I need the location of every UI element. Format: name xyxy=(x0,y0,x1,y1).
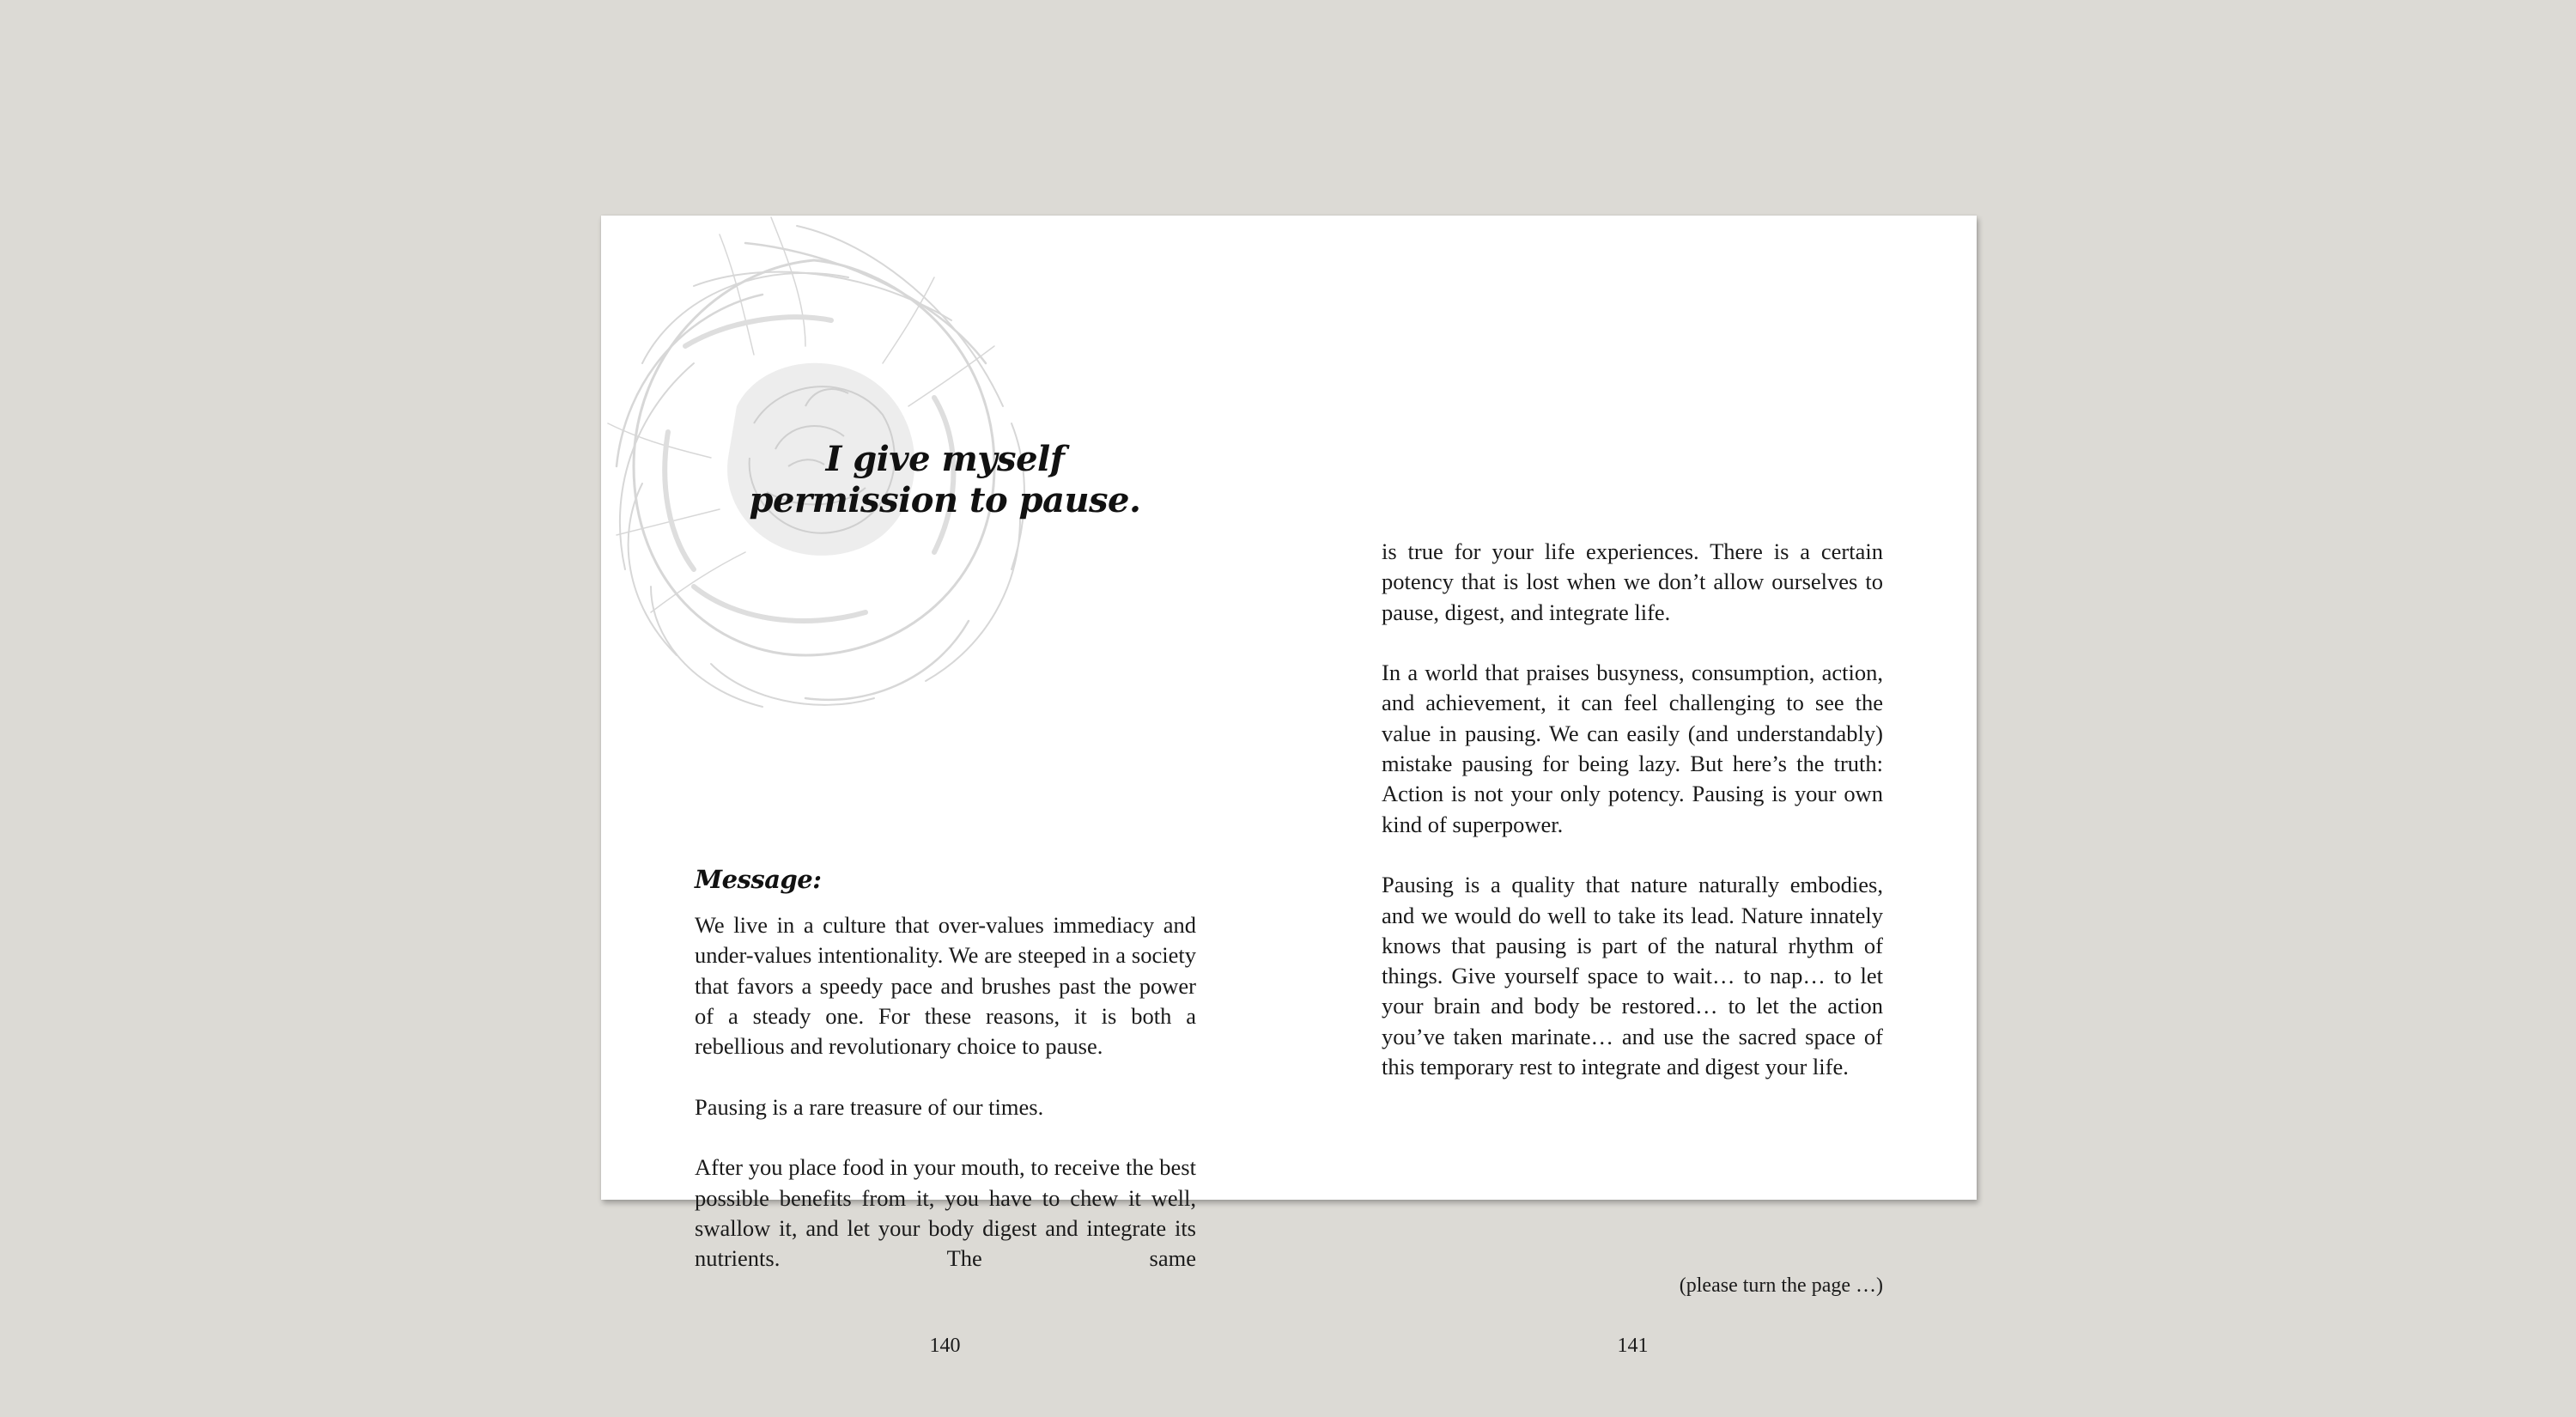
page-number-left: 140 xyxy=(929,1335,961,1357)
affirmation-title xyxy=(601,439,1289,521)
paragraph: is true for your life experiences. There is a certain potency that is lost when we don’t allow ourselves to pause, digest, and integrate life. xyxy=(1382,538,1883,625)
paragraph: In a world that praises busyness, consumption, action, and achievement, it can feel challenging to see the value in pausing. We can easily (and understandably) mistake pausing for being lazy. But here’s the truth: Action is not your only potency. Pausing is your own kind of superpower. xyxy=(1382,660,1883,837)
paragraph: Pausing is a quality that nature naturally embodies, and we would do well to take its lead. Nature innately knows that pausing is part of the natural rhythm of things. Give yourself space to wait… to nap… to let your brain and body be restored… to let the action you’ve taken marinate… and use the sacred space of this temporary rest to integrate and digest your life. xyxy=(1382,872,1883,1080)
right-body-text xyxy=(1382,537,1883,1082)
title-line-2: permission to pause. xyxy=(749,480,1141,520)
right-page xyxy=(1289,216,1977,1357)
paragraph: After you place food in your mouth, to receive the best possible benefits from it, you have to chew it well, swallow it, and let your body digest and integrate its nutrients. The same xyxy=(695,1154,1196,1272)
book-spread xyxy=(601,216,1977,1357)
left-page xyxy=(601,216,1289,1357)
turn-page-note: (please turn the page …) xyxy=(1679,1274,1883,1297)
left-body-text xyxy=(695,910,1196,1274)
title-line-1: I give myself xyxy=(825,439,1065,479)
page-number-right: 141 xyxy=(1617,1335,1649,1357)
message-heading: Message: xyxy=(695,865,822,894)
paragraph: We live in a culture that over-values immediacy and under-values intentionality. We are steeped in a society that favors a speedy pace and brushes past the power of a steady one. For these reasons, it is both a rebellious and revolutionary choice to pause. xyxy=(695,912,1196,1060)
paragraph: Pausing is a rare treasure of our times. xyxy=(695,1093,1044,1120)
